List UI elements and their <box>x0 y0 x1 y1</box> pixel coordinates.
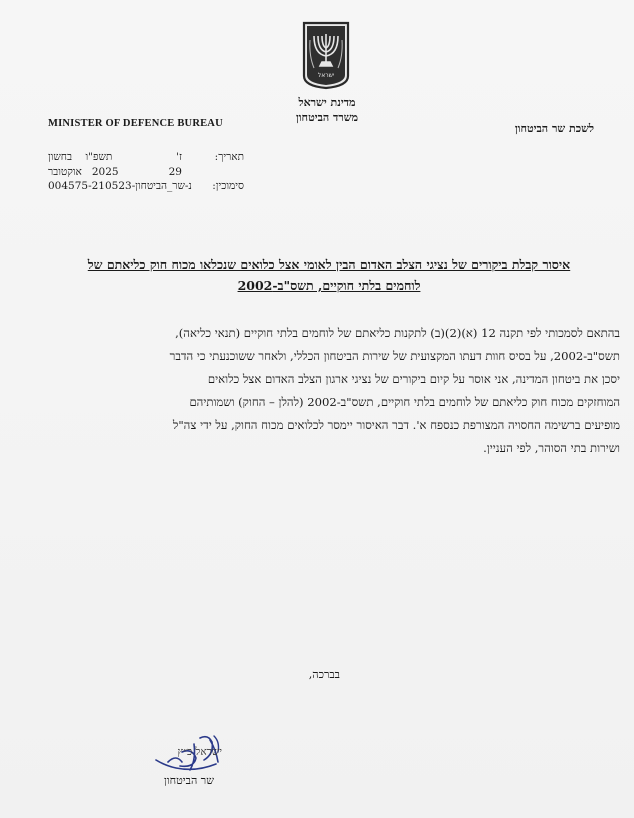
body-line: בהתאם לסמכותי לפי תקנה 12 (א)(2)(ב) לתקנות כליאתם של לוחמים בלתי חוקיים (תנאי כליאה), <box>175 326 620 340</box>
state-ministry-heading <box>282 95 372 125</box>
signature-name: ישראל כ״ץ <box>177 746 222 758</box>
reference-value: נ-שר_הביטחון-004575-210523 <box>48 180 192 192</box>
body-line: ושירות בתי הסוהר, לפי העניין. <box>483 441 620 455</box>
signature-title: שר הביטחון <box>164 774 214 787</box>
state-name: מדינת ישראל <box>298 96 356 109</box>
date-label: תאריך: <box>214 151 244 163</box>
bureau-name-hebrew: לשכת שר הביטחון <box>514 122 594 135</box>
closing-greeting: בברכה, <box>308 668 340 681</box>
date-reference-block <box>44 150 244 194</box>
letter-body <box>38 322 620 460</box>
greg-month-year: 2025 אוקטובר <box>48 165 119 178</box>
gregorian-date-row <box>44 165 244 180</box>
body-line: תשס"ב-2002, על בסיס חוות דעתו המקצועית של שירות הביטחון הכללי, ולאחר ששוכנעתי כי הדבר <box>169 349 620 363</box>
body-line: מופיעים ברשימה החסויה המצורפת כנספח א'. דבר האיסור יימסר לכלואים מכוח החוק, על ידי צה"ל <box>172 418 620 432</box>
letter-subject <box>38 254 620 296</box>
emblem-label: ישראל <box>317 72 335 79</box>
ministry-name: משרד הביטחון <box>295 111 359 124</box>
state-emblem-icon <box>300 20 352 90</box>
subject-line-1: איסור קבלת ביקורים של נציגי הצלב האדום הבין לאומי אצל כלואים שנכלאו מכוח חוק כליאתם של <box>87 257 571 272</box>
hebrew-month-year: תשפ"ו בחשון <box>48 151 113 163</box>
body-line: המוחזקים מכוח חוק כליאתם של לוחמים בלתי חוקיים, תשס"ב-2002 (להלן – החוק) ושמותיהם <box>189 395 620 409</box>
hebrew-date-row <box>44 150 244 165</box>
subject-line-2: לוחמים בלתי חוקיים, תשס"ב-2002 <box>237 278 421 293</box>
reference-label: סימוכין: <box>212 180 244 192</box>
reference-row <box>44 179 244 194</box>
body-line: יסכן את ביטחון המדינה, אני אוסר על קיום ביקורים של נציגי ארגון הצלב האדום אצל כלואים <box>207 372 620 386</box>
hebrew-day: ז' <box>176 151 182 163</box>
greg-day: 29 <box>168 165 182 178</box>
bureau-name-english: MINISTER OF DEFENCE BUREAU <box>48 118 223 129</box>
